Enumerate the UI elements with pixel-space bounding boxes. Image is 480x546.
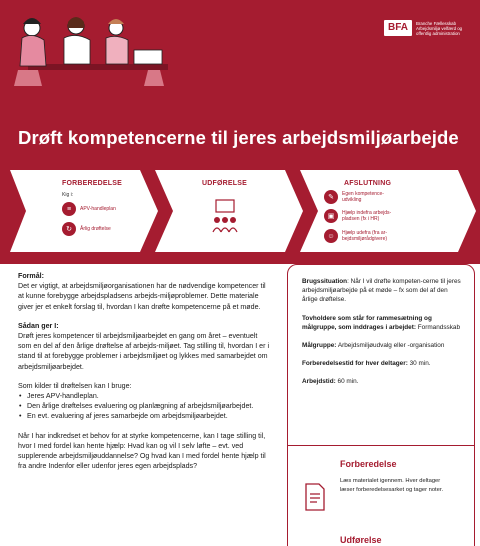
bfa-logo-box: BFA — [384, 20, 412, 36]
arb-tid-text: 60 min. — [335, 378, 359, 386]
step-close-item-egen — [324, 190, 398, 204]
brug-text: : Når I vil drøfte kompeten-cerne til jeres arbejdsmiljøarbejde på et møde – fx som del af den årlige drøftelse. — [302, 278, 461, 304]
saadan-text: Drøft jeres kompetencer til arbejdsmiljøarbejdet en gang om året – eventuelt som en del af den årlige drøftelse af arbejds-miljøet. Tag stilling til, hvordan I er i stand til at forebygge problemer i arbejdsmiljøet og lykkes med samarbejdet om arbejdsmiljøarbejdet. — [18, 332, 270, 371]
meeting-illustration — [8, 6, 176, 86]
tov-block — [302, 314, 464, 332]
sec-udfoerelse-title: Udførelse — [340, 535, 382, 545]
kilder-text: Som kilder til drøftelsen kan I bruge: — [18, 381, 132, 390]
building-icon: ▣ — [324, 209, 338, 223]
meeting-group-icon — [210, 198, 240, 234]
bfa-logo-text: Branche Fællesskab Arbejdsmiljø velfærd og offentlig administration — [416, 20, 463, 36]
bfa-logo — [384, 20, 476, 36]
sec-forberedelse-text: Læs materialet igennem. Hver deltager læser forberedelsesarket og tager noter. — [340, 478, 444, 493]
tov-heading: Tovholdere som står for rammesætning og målgruppe, som inddrages i arbejdet: — [302, 314, 432, 331]
info-box-divider — [288, 445, 474, 446]
step-close-item-label: Hjælp indefra arbejds-pladsen (fx i HR) — [342, 210, 392, 222]
step-exec-label: UDFØRELSE — [202, 180, 247, 187]
formaal-heading: Formål: — [18, 272, 45, 280]
brug-heading: Brugssituation — [302, 278, 348, 285]
step-prep-item-apv — [62, 202, 116, 216]
maal-block — [302, 341, 464, 350]
brug-block — [302, 277, 464, 305]
tov-text: Formandsskab — [416, 323, 461, 331]
document-icon: ≡ — [62, 202, 76, 216]
main-text — [18, 271, 270, 480]
people-icon: ☺ — [324, 229, 338, 243]
step-prep-item-label: APV-handleplan — [80, 206, 116, 212]
step-close-item-label: Hjælp udefra (fra ar-bejdsmiljørådgivere) — [342, 230, 388, 242]
saadan-heading: Sådan ger I: — [18, 321, 59, 330]
list-item: • En evt. evaluering af jeres samarbejde om arbejdsmiljøarbejdet. — [18, 411, 270, 421]
step-close-item-label: Egen kompetence-udvikling — [342, 191, 384, 203]
list-item: • Den årlige drøftelses evaluering og planlægning af arbejdsmiljøarbejdet. — [18, 401, 270, 411]
info-box — [287, 264, 475, 546]
sec-forberedelse-title: Forberedelse — [340, 459, 397, 469]
step-prep-item-aarlig — [62, 222, 111, 236]
arb-tid-block — [302, 377, 464, 386]
person-learning-icon: ✎ — [324, 190, 338, 204]
list-item: • Jeres APV-handleplan. — [18, 391, 270, 401]
document-icon — [304, 483, 326, 511]
maal-heading: Målgruppe: — [302, 342, 337, 350]
step-prep-sub: Kig i: — [62, 192, 74, 198]
step-close-item-indefra — [324, 209, 398, 223]
forb-tid-heading: Forberedelsestid for hver deltager: — [302, 360, 408, 368]
formaal-text: Det er vigtigt, at arbejdsmiljøorganisationen har de nødvendige kompetencer til at kunne forebygge arbejdspladsens arbejds-miljøproblemer. Dette materiale giver jer et enkelt forslag til, hvordan I kan drøfte kompetencerne på et møde. — [18, 282, 266, 311]
cycle-icon: ↻ — [62, 222, 76, 236]
outro-text: Når I har indkredset et behov for at styrke kompetencerne, kan I tage stilling til, hvor I med fordel kan hente hjælp: Hvad kan og vil I selv løfte – evt. ved supplerende arbejdsmiljøuddannelse? Og hvad kan I med fordel hente hjælp til fra andre Indenfor eller udenfor jeres egen arbejdsplads? — [18, 431, 266, 471]
arb-tid-heading: Arbejdstid: — [302, 378, 336, 386]
step-close-label: AFSLUTNING — [344, 180, 392, 187]
step-prep-label: FORBEREDELSE — [62, 180, 122, 187]
page-title: Drøft kompetencerne til jeres arbejdsmiljøarbejde — [18, 127, 459, 148]
forb-tid-block — [302, 359, 464, 368]
maal-text: Arbejdsmiljøudvalg eller -organisation — [336, 342, 445, 350]
forb-tid-text: 30 min. — [407, 360, 431, 368]
kilder-list — [18, 391, 270, 422]
info-box-content — [302, 277, 464, 396]
step-prep-item-label: Årlig drøftelse — [80, 226, 111, 232]
header-banner — [0, 0, 480, 264]
step-close-item-udefra — [324, 229, 398, 243]
